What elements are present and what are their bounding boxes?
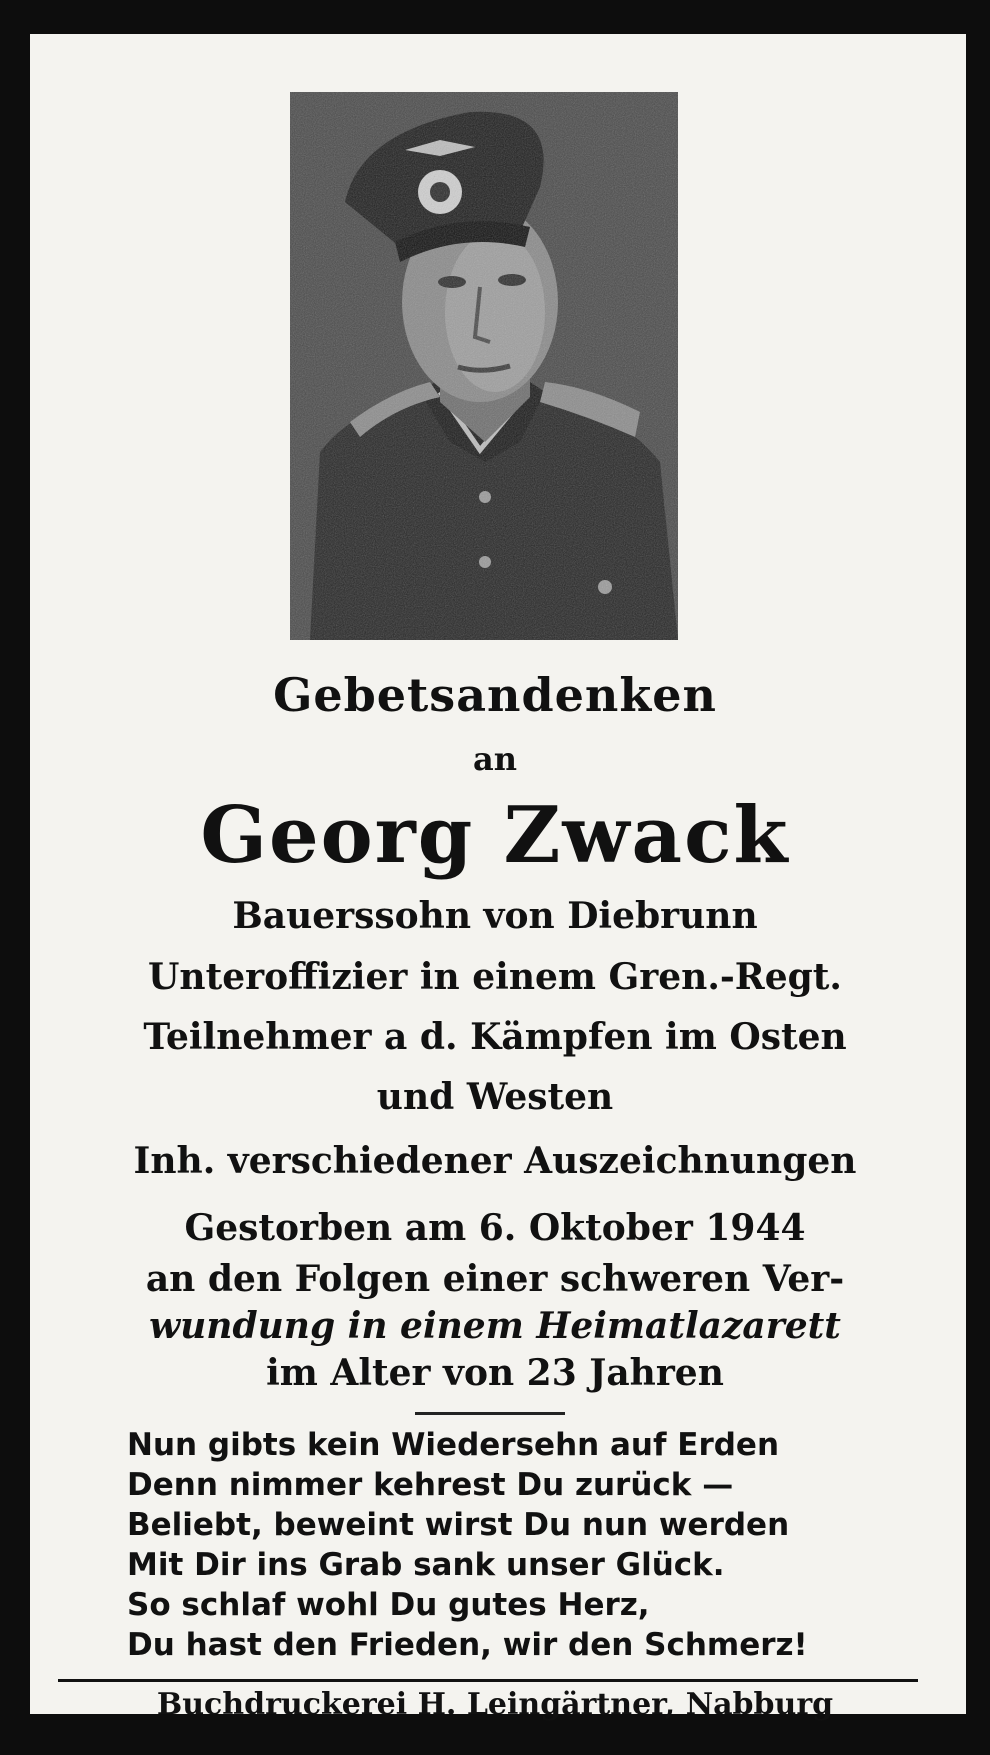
- poem-line: Denn nimmer kehrest Du zurück —: [127, 1467, 734, 1503]
- death-line: im Alter von 23 Jahren: [266, 1352, 724, 1394]
- footer-rule: [58, 1679, 918, 1682]
- bio-line: Bauerssohn von Diebrunn: [232, 895, 758, 937]
- card-heading: Gebetsandenken: [273, 668, 717, 722]
- section-divider: [415, 1412, 565, 1415]
- death-line: Gestorben am 6. Oktober 1944: [184, 1207, 806, 1249]
- printer-credit: Buchdruckerei H. Leingärtner, Nabburg: [156, 1687, 834, 1722]
- poem-line: Du hast den Frieden, wir den Schmerz!: [127, 1627, 808, 1663]
- bio-line: und Westen: [376, 1076, 614, 1118]
- bio-line: Unteroffizier in einem Gren.-Regt.: [148, 956, 842, 998]
- poem-line: Nun gibts kein Wiedersehn auf Erden: [127, 1427, 780, 1463]
- poem-line: So schlaf wohl Du gutes Herz,: [127, 1587, 650, 1623]
- poem-line: Mit Dir ins Grab sank unser Glück.: [127, 1547, 725, 1583]
- bio-line: Teilnehmer a d. Kämpfen im Osten: [143, 1016, 847, 1058]
- bio-line: Inh. verschiedener Auszeichnungen: [133, 1140, 857, 1182]
- soldier-portrait-photo: [290, 92, 678, 640]
- card-preposition: an: [473, 740, 517, 778]
- memorial-poem: [127, 1425, 887, 1665]
- deceased-name: Georg Zwack: [200, 790, 790, 881]
- death-line: an den Folgen einer schweren Ver-: [145, 1258, 845, 1300]
- death-line: wundung in einem Heimatlazarett: [149, 1305, 841, 1347]
- poem-line: Beliebt, beweint wirst Du nun werden: [127, 1507, 790, 1543]
